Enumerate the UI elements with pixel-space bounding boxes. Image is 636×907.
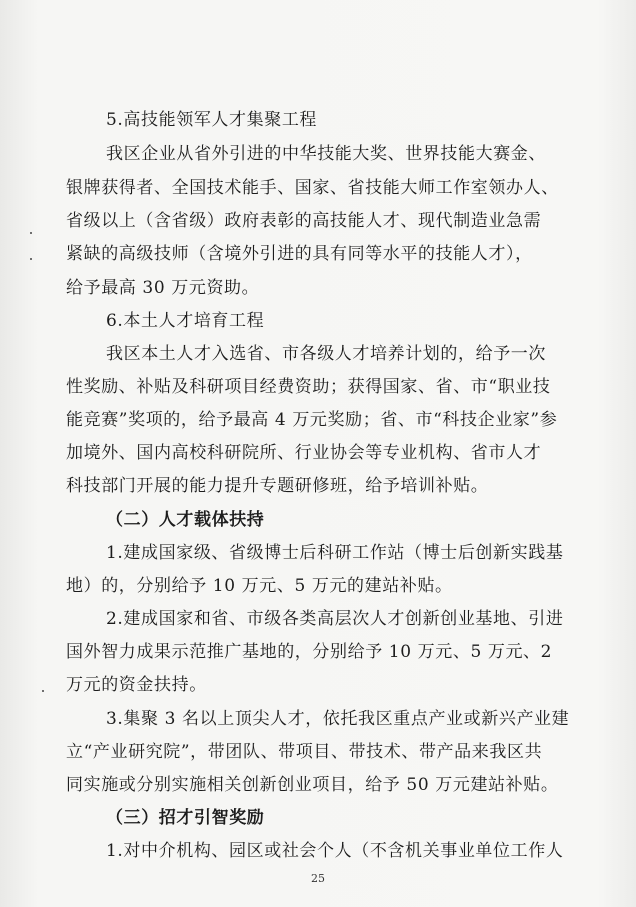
- paragraph-line: 科技部门开展的能力提升专题研修班，给予培训补贴。: [66, 476, 489, 496]
- paragraph-line: 紧缺的高级技师（含境外引进的具有同等水平的技能人才），: [66, 244, 533, 264]
- section-heading-2: （二）人才载体扶持: [106, 510, 265, 530]
- paragraph-line: 给予最高 30 万元资助。: [66, 278, 260, 298]
- paragraph-line: 立“产业研究院”，带团队、带项目、带技术、带产品来我区共: [66, 742, 543, 762]
- paragraph-line: 2.建成国家和省、市级各类高层次人才创新创业基地、引进: [106, 609, 564, 629]
- scan-speck: [42, 690, 44, 692]
- paragraph-line: 万元的资金扶持。: [66, 675, 207, 695]
- paragraph-line: 1.建成国家级、省级博士后科研工作站（博士后创新实践基: [106, 543, 564, 563]
- paragraph-line: 省级以上（含省级）政府表彰的高技能人才、现代制造业急需: [66, 211, 542, 231]
- scan-speck: [30, 258, 32, 260]
- heading-5: 5.高技能领军人才集聚工程: [106, 110, 318, 130]
- scan-speck: [30, 232, 32, 234]
- paragraph-line: 同实施或分别实施相关创新创业项目，给予 50 万元建站补贴。: [66, 775, 559, 795]
- paragraph-line: 1.对中介机构、园区或社会个人（不含机关事业单位工作人: [106, 841, 564, 861]
- paragraph-line: 能竞赛”奖项的，给予最高 4 万元奖励；省、市“科技企业家”参: [66, 410, 558, 430]
- section-heading-3: （三）招才引智奖励: [106, 808, 265, 828]
- paragraph-line: 3.集聚 3 名以上顶尖人才，依托我区重点产业或新兴产业建: [106, 709, 570, 729]
- paragraph-line: 国外智力成果示范推广基地的，分别给予 10 万元、5 万元、2: [66, 642, 553, 662]
- paragraph-line: 银牌获得者、全国技术能手、国家、省技能大师工作室领办人、: [66, 178, 559, 198]
- paragraph-line: 我区企业从省外引进的中华技能大奖、世界技能大赛金、: [106, 144, 546, 164]
- paragraph-line: 地）的，分别给予 10 万元、5 万元的建站补贴。: [66, 576, 453, 596]
- paragraph-line: 性奖励、补贴及科研项目经费资助；获得国家、省、市“职业技: [66, 377, 551, 397]
- heading-6: 6.本土人才培育工程: [106, 311, 265, 331]
- page-number: 25: [311, 872, 325, 885]
- paragraph-line: 加境外、国内高校科研院所、行业协会等专业机构、省市人才: [66, 443, 542, 463]
- paragraph-line: 我区本土人才入选省、市各级人才培养计划的，给予一次: [106, 344, 546, 364]
